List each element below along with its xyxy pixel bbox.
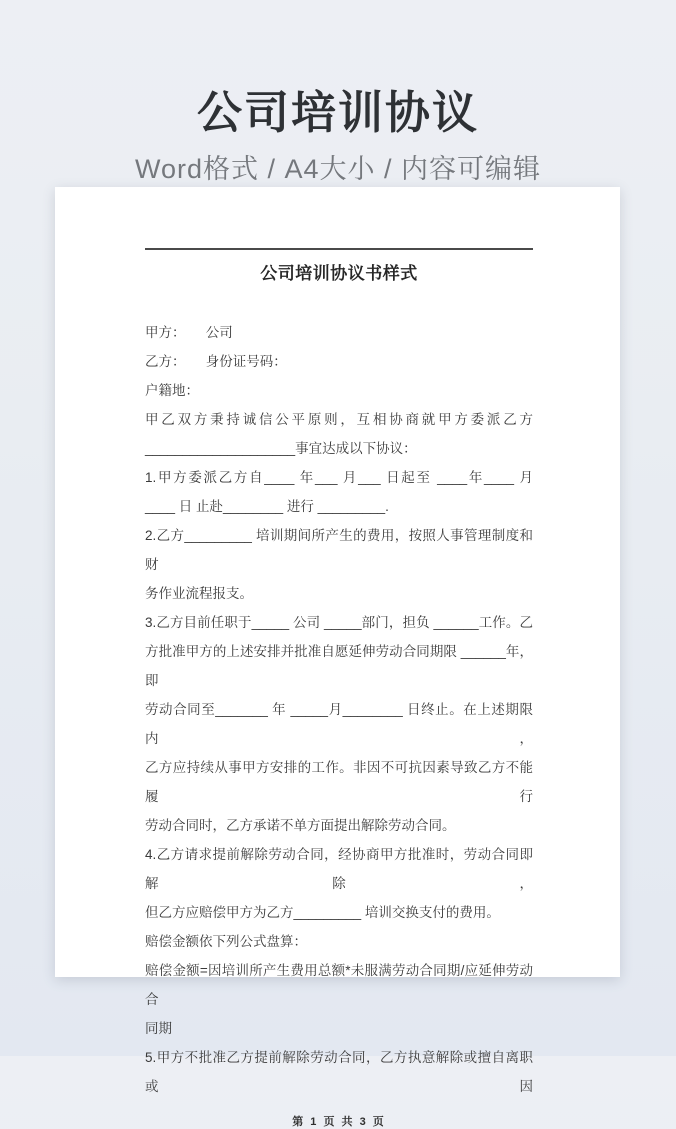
document-line: 同期 <box>145 1021 172 1036</box>
document-top-rule <box>145 248 533 250</box>
document-line: 赔偿金额依下列公式盘算： <box>145 934 307 949</box>
document-line: 3.乙方目前任职于_____ 公司 _____部门，担负 ______工作。乙 <box>145 615 533 630</box>
document-line: 甲乙双方秉持诚信公平原则，互相协商就甲方委派乙方 <box>145 412 533 427</box>
document-lines <box>145 318 533 1101</box>
document-line: 2.乙方_________ 培训期间所产生的费用，按照人事管理制度和财 <box>145 528 533 572</box>
document-line: 但乙方应赔偿甲方为乙方_________ 培训交换支付的费用。 <box>145 905 500 920</box>
document-title: 公司培训协议书样式 <box>260 264 418 283</box>
document-body <box>55 248 620 1129</box>
document-line: 务作业流程报支。 <box>145 586 253 601</box>
document-line: 劳动合同至_______ 年 _____月________ 日终止。在上述期限内， <box>145 702 533 746</box>
preview-title: 公司培训协议 <box>196 87 479 138</box>
document-line: 赔偿金额=因培训所产生费用总额*未服满劳动合同期/应延伸劳动合 <box>145 963 533 1007</box>
document-page <box>55 187 620 1128</box>
document-line: 方批准甲方的上述安排并批准自愿延伸劳动合同期限 ______年，即 <box>145 644 533 688</box>
document-line: ____ 日 止赴________ 进行 _________. <box>145 499 389 514</box>
document-line: 乙方： 身份证号码： <box>145 354 287 369</box>
document-line: 4.乙方请求提前解除劳动合同，经协商甲方批准时，劳动合同即解除， <box>145 847 533 891</box>
document-line: 1.甲方委派乙方自____ 年___ 月___ 日起至 ____年____ 月 <box>145 470 533 485</box>
document-line: 乙方应持续从事甲方安排的工作。非因不可抗因素导致乙方不能履行 <box>145 760 533 804</box>
document-line: 户籍地： <box>145 383 199 398</box>
document-line: 5.甲方不批准乙方提前解除劳动合同，乙方执意解除或擅自离职或因 <box>145 1050 533 1094</box>
page-number-footer: 第 1 页 共 3 页 <box>292 1116 386 1128</box>
preview-header <box>0 0 676 184</box>
document-line: 劳动合同时，乙方承诺不单方面提出解除劳动合同。 <box>145 818 456 833</box>
document-line: 甲方： 公司 <box>145 325 233 340</box>
preview-subtitle: Word格式 / A4大小 / 内容可编辑 <box>134 153 542 184</box>
document-line: ____________________事宜达成以下协议： <box>145 441 417 456</box>
